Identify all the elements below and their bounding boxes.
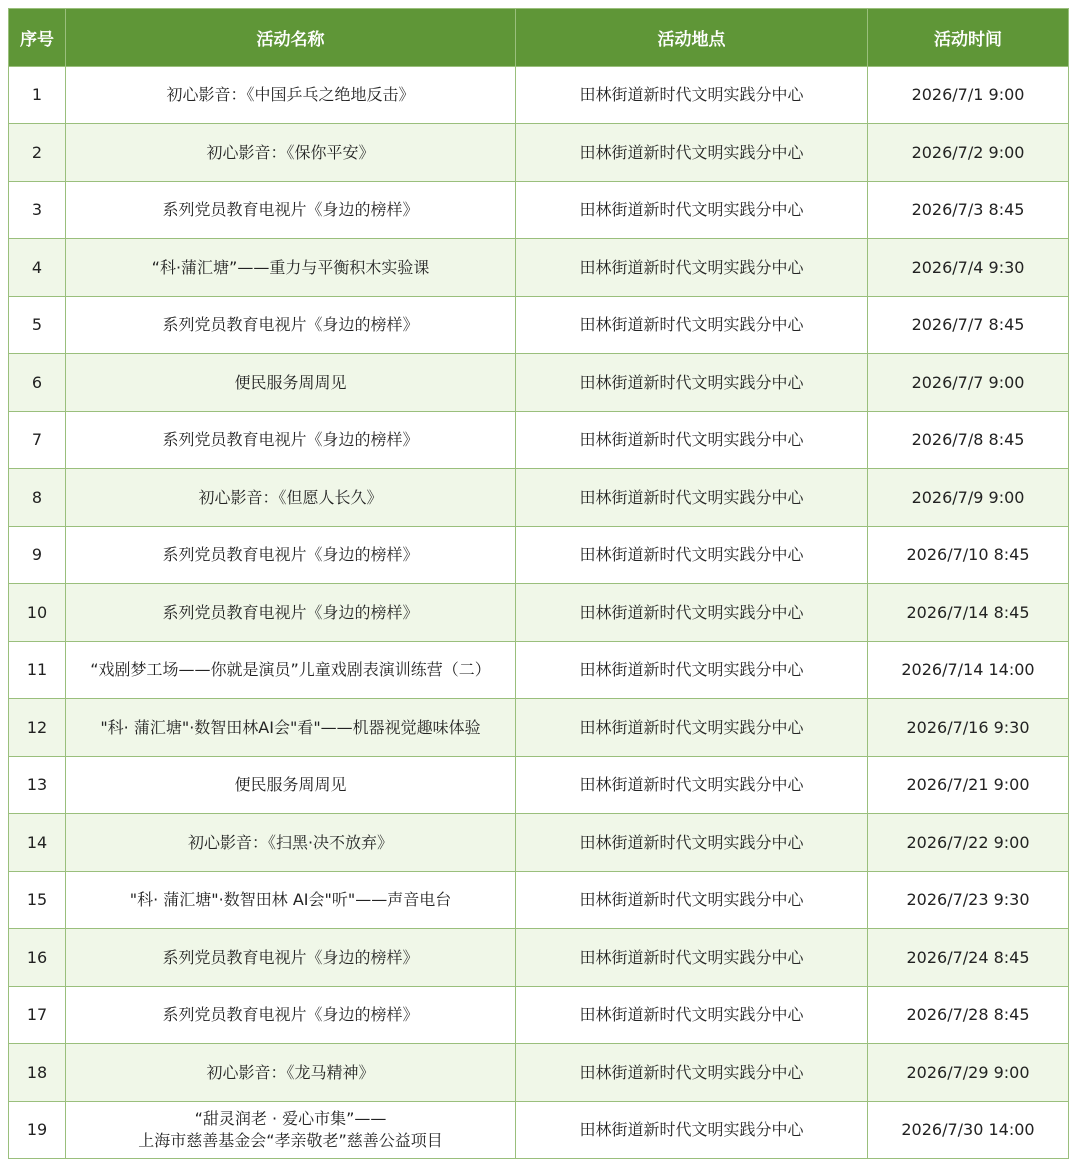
cell-activity-name: 系列党员教育电视片《身边的榜样》 <box>66 929 516 987</box>
table-row <box>9 297 1069 354</box>
cell-number: 2 <box>9 124 66 182</box>
cell-activity-place: 田林街道新时代文明实践分中心 <box>516 1102 868 1159</box>
cell-activity-name: “戏剧梦工场——你就是演员”儿童戏剧表演训练营（二） <box>66 642 516 699</box>
cell-activity-time: 2026/7/16 9:30 <box>868 699 1069 757</box>
cell-activity-place: 田林街道新时代文明实践分中心 <box>516 412 868 469</box>
table-row <box>9 929 1069 987</box>
cell-activity-name: 系列党员教育电视片《身边的榜样》 <box>66 412 516 469</box>
cell-activity-place: 田林街道新时代文明实践分中心 <box>516 182 868 239</box>
cell-number: 12 <box>9 699 66 757</box>
cell-number: 6 <box>9 354 66 412</box>
cell-number: 9 <box>9 527 66 584</box>
cell-activity-place: 田林街道新时代文明实践分中心 <box>516 1044 868 1102</box>
cell-number: 13 <box>9 757 66 814</box>
cell-activity-time: 2026/7/4 9:30 <box>868 239 1069 297</box>
cell-activity-time: 2026/7/9 9:00 <box>868 469 1069 527</box>
header-number: 序号 <box>9 9 66 67</box>
cell-activity-place: 田林街道新时代文明实践分中心 <box>516 67 868 124</box>
cell-activity-place: 田林街道新时代文明实践分中心 <box>516 124 868 182</box>
cell-number: 19 <box>9 1102 66 1159</box>
cell-activity-place: 田林街道新时代文明实践分中心 <box>516 757 868 814</box>
cell-activity-time: 2026/7/3 8:45 <box>868 182 1069 239</box>
cell-activity-name: 系列党员教育电视片《身边的榜样》 <box>66 182 516 239</box>
cell-activity-name: 系列党员教育电视片《身边的榜样》 <box>66 297 516 354</box>
cell-activity-name: 便民服务周周见 <box>66 757 516 814</box>
cell-activity-time: 2026/7/21 9:00 <box>868 757 1069 814</box>
cell-number: 3 <box>9 182 66 239</box>
cell-activity-name: 初心影音：《龙马精神》 <box>66 1044 516 1102</box>
table-row <box>9 699 1069 757</box>
table-row <box>9 642 1069 699</box>
cell-activity-time: 2026/7/7 8:45 <box>868 297 1069 354</box>
cell-number: 8 <box>9 469 66 527</box>
cell-activity-place: 田林街道新时代文明实践分中心 <box>516 642 868 699</box>
table-row <box>9 814 1069 872</box>
cell-number: 14 <box>9 814 66 872</box>
header-activity-name: 活动名称 <box>66 9 516 67</box>
cell-activity-time: 2026/7/28 8:45 <box>868 987 1069 1044</box>
activity-name-line-2: 上海市慈善基金会“孝亲敬老”慈善公益项目 <box>138 1131 443 1150</box>
cell-activity-name: 初心影音：《但愿人长久》 <box>66 469 516 527</box>
table-row <box>9 239 1069 297</box>
cell-activity-name: "科· 蒲汇塘"·数智田林 AI会"听"——声音电台 <box>66 872 516 929</box>
cell-activity-time: 2026/7/2 9:00 <box>868 124 1069 182</box>
cell-number: 15 <box>9 872 66 929</box>
cell-activity-name: 初心影音：《中国乒乓之绝地反击》 <box>66 67 516 124</box>
cell-activity-place: 田林街道新时代文明实践分中心 <box>516 297 868 354</box>
cell-number: 11 <box>9 642 66 699</box>
cell-activity-name: "科· 蒲汇塘"·数智田林AI会"看"——机器视觉趣味体验 <box>66 699 516 757</box>
cell-activity-place: 田林街道新时代文明实践分中心 <box>516 584 868 642</box>
table-row <box>9 354 1069 412</box>
cell-activity-name: 系列党员教育电视片《身边的榜样》 <box>66 584 516 642</box>
cell-activity-time: 2026/7/1 9:00 <box>868 67 1069 124</box>
cell-number: 4 <box>9 239 66 297</box>
table-row <box>9 1102 1069 1159</box>
cell-number: 1 <box>9 67 66 124</box>
table-row <box>9 124 1069 182</box>
cell-activity-place: 田林街道新时代文明实践分中心 <box>516 872 868 929</box>
cell-activity-name: 系列党员教育电视片《身边的榜样》 <box>66 527 516 584</box>
header-activity-time: 活动时间 <box>868 9 1069 67</box>
cell-activity-place: 田林街道新时代文明实践分中心 <box>516 929 868 987</box>
cell-activity-time: 2026/7/29 9:00 <box>868 1044 1069 1102</box>
cell-number: 7 <box>9 412 66 469</box>
cell-number: 16 <box>9 929 66 987</box>
activity-name-line-1: “甜灵润老 · 爱心市集”—— <box>194 1109 387 1128</box>
cell-activity-name: 便民服务周周见 <box>66 354 516 412</box>
table-row <box>9 757 1069 814</box>
cell-activity-time: 2026/7/14 8:45 <box>868 584 1069 642</box>
table-row <box>9 1044 1069 1102</box>
table-row <box>9 527 1069 584</box>
cell-activity-place: 田林街道新时代文明实践分中心 <box>516 814 868 872</box>
cell-activity-name <box>66 1102 516 1159</box>
cell-activity-place: 田林街道新时代文明实践分中心 <box>516 354 868 412</box>
cell-activity-name: 系列党员教育电视片《身边的榜样》 <box>66 987 516 1044</box>
table-row <box>9 412 1069 469</box>
table-row <box>9 67 1069 124</box>
cell-activity-time: 2026/7/14 14:00 <box>868 642 1069 699</box>
cell-number: 18 <box>9 1044 66 1102</box>
activity-schedule-table <box>8 8 1069 1159</box>
cell-number: 17 <box>9 987 66 1044</box>
cell-activity-time: 2026/7/10 8:45 <box>868 527 1069 584</box>
cell-activity-name: “科·蒲汇塘”——重力与平衡积木实验课 <box>66 239 516 297</box>
cell-activity-time: 2026/7/22 9:00 <box>868 814 1069 872</box>
table-row <box>9 469 1069 527</box>
header-activity-place: 活动地点 <box>516 9 868 67</box>
cell-activity-time: 2026/7/8 8:45 <box>868 412 1069 469</box>
cell-number: 5 <box>9 297 66 354</box>
cell-activity-time: 2026/7/7 9:00 <box>868 354 1069 412</box>
cell-activity-time: 2026/7/23 9:30 <box>868 872 1069 929</box>
table-row <box>9 182 1069 239</box>
table-row <box>9 987 1069 1044</box>
cell-number: 10 <box>9 584 66 642</box>
cell-activity-place: 田林街道新时代文明实践分中心 <box>516 239 868 297</box>
cell-activity-place: 田林街道新时代文明实践分中心 <box>516 987 868 1044</box>
cell-activity-name: 初心影音：《扫黑·决不放弃》 <box>66 814 516 872</box>
cell-activity-name: 初心影音：《保你平安》 <box>66 124 516 182</box>
cell-activity-time: 2026/7/30 14:00 <box>868 1102 1069 1159</box>
cell-activity-place: 田林街道新时代文明实践分中心 <box>516 469 868 527</box>
table-row <box>9 872 1069 929</box>
cell-activity-place: 田林街道新时代文明实践分中心 <box>516 699 868 757</box>
table-row <box>9 584 1069 642</box>
table-header-row <box>9 9 1069 67</box>
cell-activity-place: 田林街道新时代文明实践分中心 <box>516 527 868 584</box>
activity-table-container <box>8 8 1068 1159</box>
cell-activity-time: 2026/7/24 8:45 <box>868 929 1069 987</box>
